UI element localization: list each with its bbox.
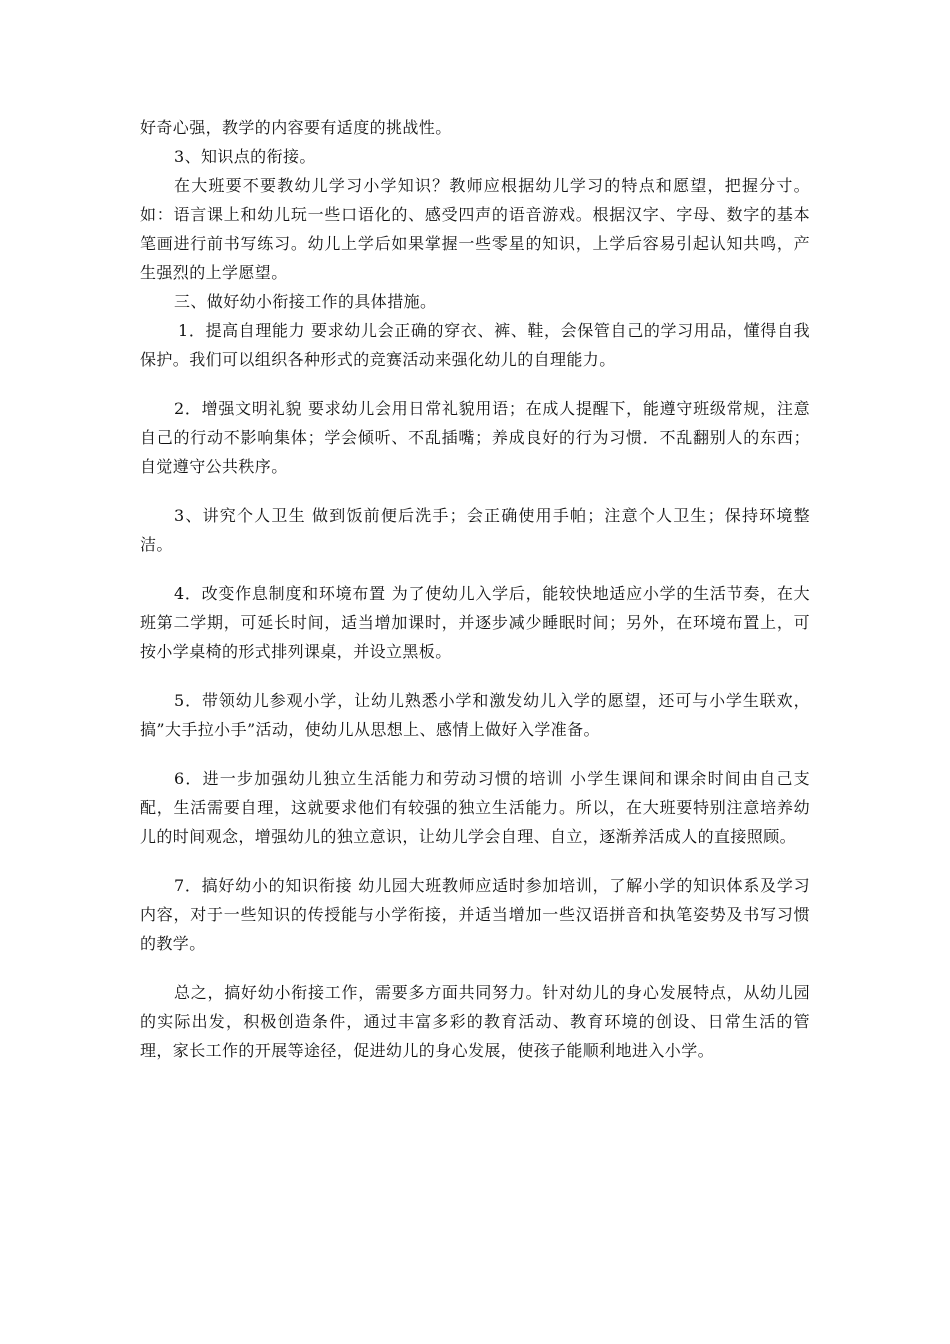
measure-hygiene: 3、讲究个人卫生 做到饭前便后洗手；会正确使用手帕；注意个人卫生；保持环境整洁。 — [140, 506, 810, 554]
heading-knowledge-connection: 3、知识点的衔接。 — [174, 147, 316, 166]
measure-self-care: 1．提高自理能力 要求幼儿会正确的穿衣、裤、鞋，会保管自己的学习用品，懂得自我保护。我们可以组织各种形式的竞赛活动来强化幼儿的自理能力。 — [140, 321, 810, 369]
measure-independence: 6．进一步加强幼儿独立生活能力和劳动习惯的培训 小学生课间和课余时间由自己支配，生活需要自理，这就要求他们有较强的独立生活能力。所以，在大班要特别注意培养幼儿的时间观念，增强幼儿的独立意识，让幼儿学会自理、自立，逐渐养活成人的直接照顾。 — [140, 769, 810, 846]
measure-knowledge: 7．搞好幼小的知识衔接 幼儿园大班教师应适时参加培训，了解小学的知识体系及学习内容，对于一些知识的传授能与小学衔接，并适当增加一些汉语拼音和执笔姿势及书写习惯的教学。 — [140, 876, 810, 953]
measure-schedule: 4．改变作息制度和环境布置 为了使幼儿入学后，能较快地适应小学的生活节奏，在大班第二学期，可延长时间，适当增加课时，并逐步减少睡眠时间；另外，在环境布置上，可按小学桌椅的形式排列课桌，并设立黑板。 — [140, 584, 810, 661]
document-body — [140, 113, 810, 1065]
measure-courtesy: 2．增强文明礼貌 要求幼儿会用日常礼貌用语；在成人提醒下，能遵守班级常规，注意自己的行动不影响集体；学会倾听、不乱插嘴；养成良好的行为习惯．不乱翻别人的东西；自觉遵守公共秩序。 — [140, 399, 810, 476]
heading-measures: 三、做好幼小衔接工作的具体措施。 — [174, 292, 437, 311]
measure-school-visit: 5．带领幼儿参观小学，让幼儿熟悉小学和激发幼儿入学的愿望，还可与小学生联欢，搞”大手拉小手”活动，使幼儿从思想上、感情上做好入学准备。 — [140, 691, 810, 739]
paragraph-continuation: 好奇心强，教学的内容要有适度的挑战性。 — [140, 118, 452, 137]
paragraph-knowledge: 在大班要不要教幼儿学习小学知识？教师应根据幼儿学习的特点和愿望，把握分寸。如：语言课上和幼儿玩一些口语化的、感受四声的语音游戏。根据汉字、字母、数字的基本笔画进行前书写练习。幼儿上学后如果掌握一些零星的知识，上学后容易引起认知共鸣，产生强烈的上学愿望。 — [140, 176, 810, 282]
paragraph-conclusion: 总之，搞好幼小衔接工作，需要多方面共同努力。针对幼儿的身心发展特点，从幼儿园的实际出发，积极创造条件，通过丰富多彩的教育活动、教育环境的创设、日常生活的管理，家长工作的开展等途径，促进幼儿的身心发展，使孩子能顺利地进入小学。 — [140, 983, 810, 1060]
